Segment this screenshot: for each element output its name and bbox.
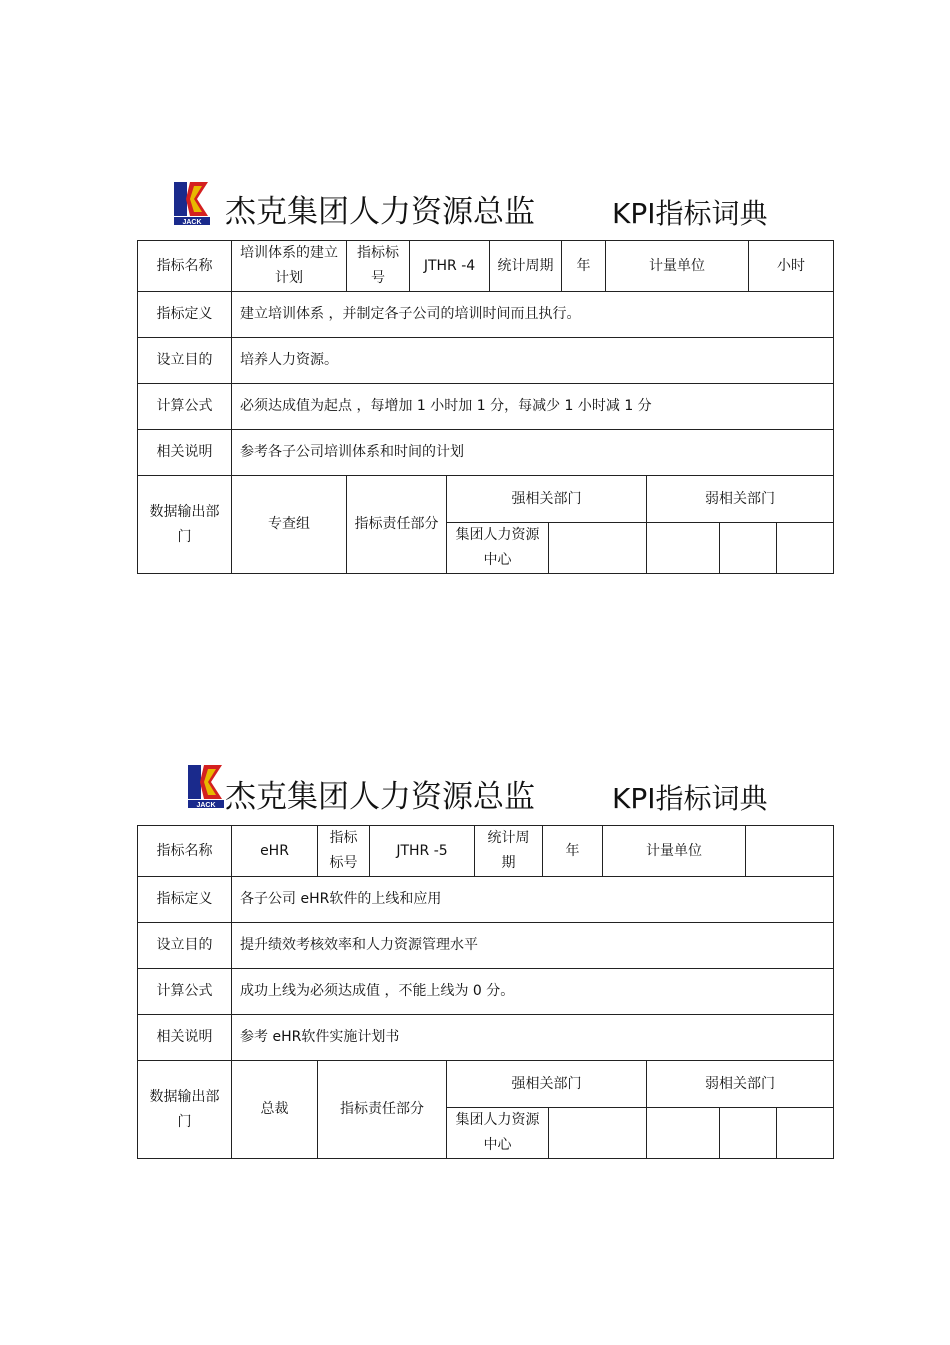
kpi-purpose-value: 提升绩效考核效率和人力资源管理水平 [232, 923, 834, 969]
weak-dept-empty-2 [720, 1108, 777, 1159]
label-formula: 计算公式 [138, 969, 232, 1015]
label-code: 指标标号 [318, 826, 370, 877]
doc-header [137, 178, 833, 240]
kpi-notes-value: 参考各子公司培训体系和时间的计划 [232, 430, 834, 476]
kpi-code-value: JTHR -4 [410, 241, 490, 292]
label-output-dept: 数据输出部门 [138, 1061, 232, 1159]
label-period: 统计周期 [490, 241, 562, 292]
label-weak-dept: 弱相关部门 [647, 1061, 834, 1108]
label-strong-dept: 强相关部门 [447, 476, 647, 523]
label-purpose: 设立目的 [138, 338, 232, 384]
label-period: 统计周期 [475, 826, 543, 877]
label-formula: 计算公式 [138, 384, 232, 430]
label-name: 指标名称 [138, 826, 232, 877]
logo-text: JACK [182, 219, 202, 226]
label-resp-dept: 指标责任部分 [318, 1061, 447, 1159]
page-title: 杰克集团人力资源总监 [225, 194, 535, 230]
strong-dept-empty [549, 1108, 647, 1159]
kpi-definition-value: 建立培训体系 ，并制定各子公司的培训时间而且执行。 [232, 292, 834, 338]
jack-logo-icon [173, 180, 211, 226]
dept-table [137, 1060, 834, 1159]
dept-table [137, 475, 834, 574]
label-code: 指标标号 [347, 241, 410, 292]
jack-logo-icon [187, 763, 225, 809]
page-title: 杰克集团人力资源总监 [225, 779, 535, 815]
label-notes: 相关说明 [138, 1015, 232, 1061]
strong-dept-value: 集团人力资源中心 [447, 1108, 549, 1159]
weak-dept-empty-1 [647, 1108, 720, 1159]
label-output-dept: 数据输出部门 [138, 476, 232, 574]
label-purpose: 设立目的 [138, 923, 232, 969]
label-unit: 计量单位 [603, 826, 746, 877]
strong-dept-value: 集团人力资源中心 [447, 523, 549, 574]
kpi-definition-value: 各子公司 eHR软件的上线和应用 [232, 877, 834, 923]
kpi-formula-value: 必须达成值为起点 ，每增加 1 小时加 1 分，每减少 1 小时减 1 分 [232, 384, 834, 430]
kpi-formula-value: 成功上线为必须达成值 ，不能上线为 0 分。 [232, 969, 834, 1015]
kpi-purpose-value: 培养人力资源。 [232, 338, 834, 384]
page-subtitle: KPI指标词典 [612, 197, 768, 230]
doc-header [137, 763, 833, 825]
page-subtitle: KPI指标词典 [612, 782, 768, 815]
logo-text: JACK [196, 802, 216, 809]
kpi-name-value: 培训体系的建立 计划 [232, 241, 347, 292]
label-definition: 指标定义 [138, 292, 232, 338]
kpi-period-value: 年 [543, 826, 603, 877]
kpi-unit-value: 小时 [749, 241, 834, 292]
label-name: 指标名称 [138, 241, 232, 292]
output-dept-value: 总裁 [232, 1061, 318, 1159]
kpi-name-value: eHR [232, 826, 318, 877]
output-dept-value: 专查组 [232, 476, 347, 574]
label-notes: 相关说明 [138, 430, 232, 476]
kpi-table [137, 240, 834, 476]
label-unit: 计量单位 [606, 241, 749, 292]
weak-dept-empty-2 [720, 523, 777, 574]
label-strong-dept: 强相关部门 [447, 1061, 647, 1108]
weak-dept-empty-3 [777, 1108, 834, 1159]
label-resp-dept: 指标责任部分 [347, 476, 447, 574]
kpi-card-2 [137, 763, 833, 1159]
kpi-unit-value [746, 826, 834, 877]
kpi-table [137, 825, 834, 1061]
weak-dept-empty-1 [647, 523, 720, 574]
kpi-code-value: JTHR -5 [370, 826, 475, 877]
label-definition: 指标定义 [138, 877, 232, 923]
kpi-card-1 [137, 178, 833, 574]
kpi-notes-value: 参考 eHR软件实施计划书 [232, 1015, 834, 1061]
kpi-period-value: 年 [562, 241, 606, 292]
strong-dept-empty [549, 523, 647, 574]
label-weak-dept: 弱相关部门 [647, 476, 834, 523]
weak-dept-empty-3 [777, 523, 834, 574]
